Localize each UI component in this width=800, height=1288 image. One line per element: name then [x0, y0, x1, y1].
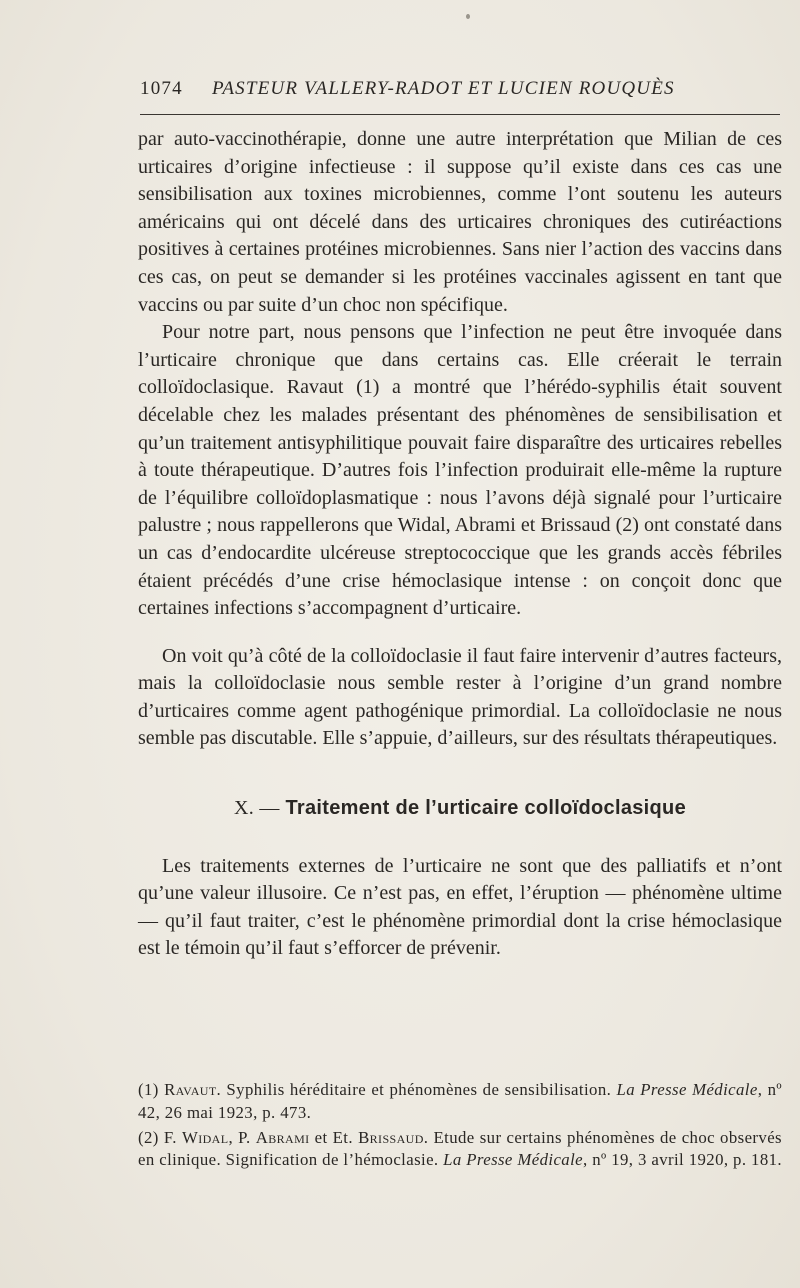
footnote-2-journal: La Presse Médicale [443, 1150, 584, 1170]
page-header [140, 78, 780, 106]
footnote-2-text: Etude sur certains phénomènes de choc observés en clinique. Signification de l’hémoclasie. [138, 1127, 782, 1170]
section-number: X. — [233, 797, 280, 820]
footnote-2-author-c-initial: et Et. [309, 1127, 359, 1147]
header-rule [140, 114, 780, 115]
footnote-1-author: Ravaut. [164, 1080, 222, 1099]
footnote-1 [138, 1079, 782, 1125]
paragraph-2-text: Pour notre part, nous pensons que l’infection ne peut être invoquée dans l’urticaire chronique que dans certains cas. Elle créerait le terrain colloïdoclasique. Ravaut (1) a montré que l’hérédo-syphilis était souvent décelable chez les malades présentant des phénomènes de sensibilisation et qu’un traitement antisyphilitique pouvait faire disparaître des urticaires rebelles à toute thérapeutique. D’autres fois l’infection produirait elle-même la rupture de l’équilibre colloïdoplasmatique : nous l’avons déjà signalé pour l’urticaire palustre ; nous rappellerons que Widal, Abrami et Brissaud (2) ont constaté dans un cas d’endocardite ulcéreuse streptococcique que les grands accès fébriles étaient précédés d’une crise hémoclasique intense : on conçoit donc que certaines infections s’accompagnent d’urticaire. [138, 321, 782, 620]
section-title: Traitement de l’urticaire colloïdoclasique [285, 797, 686, 820]
footnote-1-rest: , nº 42, 26 mai 1923, p. 473. [138, 1080, 782, 1122]
section-heading [138, 795, 782, 823]
footnote-2-author-a-initial: F. [163, 1127, 182, 1147]
footnotes [138, 1079, 782, 1174]
footnote-2 [138, 1127, 782, 1173]
footnote-2-author-b: Abrami [255, 1127, 310, 1147]
paragraph-2 [138, 319, 782, 623]
paragraph-3: On voit qu’à côté de la colloïdoclasie il faut faire intervenir d’autres facteurs, mais la colloïdoclasie nous semble rester à l’origine d’un grand nombre d’urticaires comme agent pathogénique primordial. La colloïdoclasie ne nous semble pas discutable. Elle s’appuie, d’ailleurs, sur des résultats thérapeutiques. [138, 644, 782, 750]
footnote-2-author-a: Widal [181, 1127, 229, 1147]
footnote-1-text: Syphilis héréditaire et phénomènes de sensibilisation. [221, 1080, 617, 1099]
footnote-1-marker: (1) [138, 1080, 159, 1099]
footnote-1-journal: La Presse Médicale [616, 1080, 758, 1099]
running-head: PASTEUR VALLERY-RADOT ET LUCIEN ROUQUÈS [212, 78, 675, 99]
footnote-2-marker: (2) [138, 1127, 159, 1147]
footnote-2-rest: , nº 19, 3 avril 1920, p. 181. [583, 1150, 783, 1170]
paragraph-4: Les traitements externes de l’urticaire ne sont que des palliatifs et n’ont qu’une valeur illusoire. Ce n’est pas, en effet, l’éruption — phénomène ultime — qu’il faut traiter, c’est le phénomène primordial dont la crise hémoclasique est le témoin qu’il faut s’efforcer de prévenir. [138, 854, 782, 960]
page-number: 1074 [140, 78, 183, 99]
footnote-2-author-b-initial: , P. [228, 1127, 256, 1147]
footnote-2-author-c: Brissaud. [358, 1127, 429, 1147]
paper-speck [466, 14, 470, 19]
paragraph-1: par auto-vaccinothérapie, donne une autre interprétation que Milian de ces urticaires d’origine infectieuse : il suppose qu’il existe dans ces cas une sensibilisation aux toxines microbiennes, comme l’ont soutenu les auteurs américains qui ont décelé dans des urticaires chroniques des cutiréactions positives à certaines protéines microbiennes. Sans nier l’action des vaccins dans ces cas, on peut se demander si les protéines vaccinales agissent en tant que vaccins ou par suite d’un choc non spécifique. [138, 128, 782, 316]
body-text [138, 126, 782, 963]
